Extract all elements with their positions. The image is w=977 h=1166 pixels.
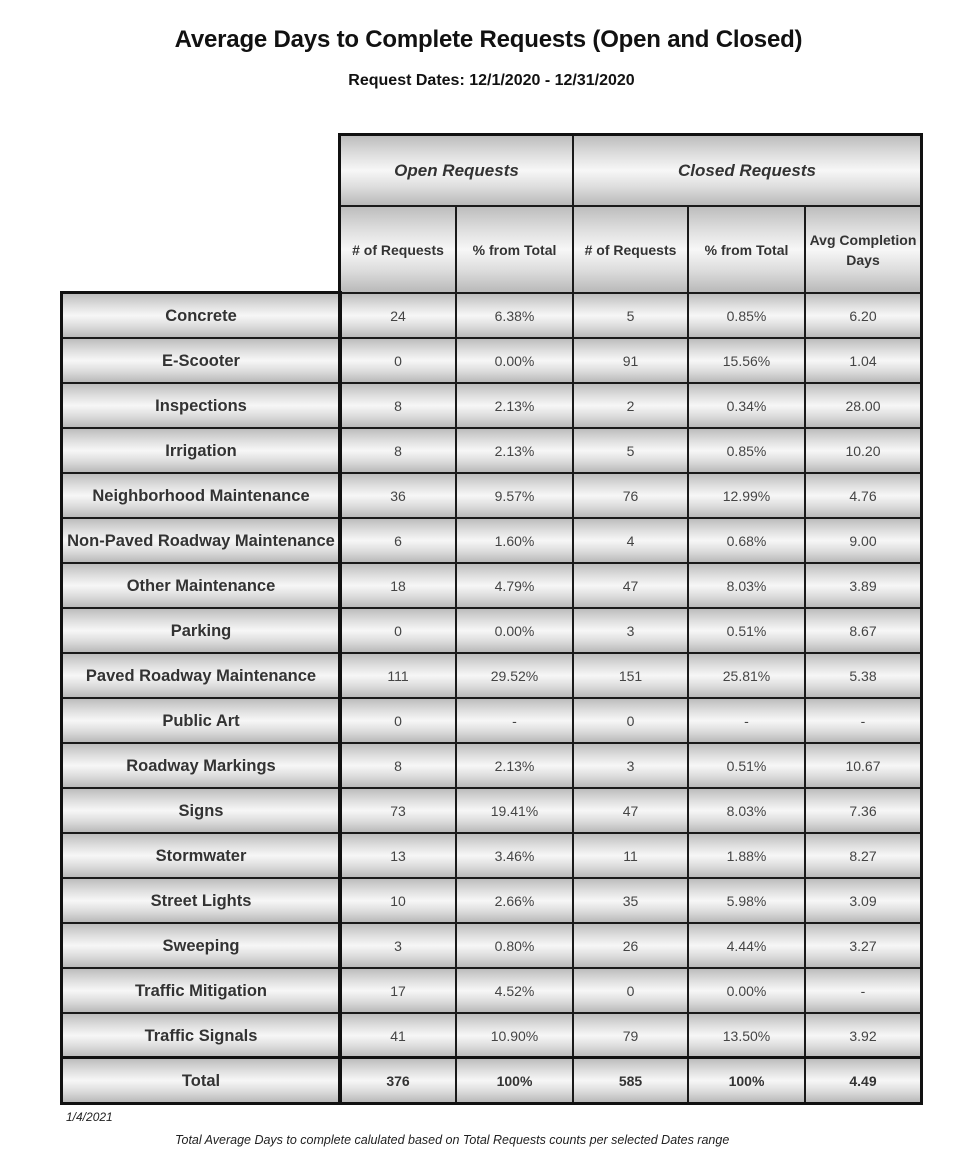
table-row-closed-count-text: 0 (626, 982, 635, 999)
table-row-category (62, 833, 340, 878)
table-row-open-count (340, 608, 456, 653)
table-row-open-count (340, 293, 456, 338)
table-row-open-count-text: 0 (394, 352, 402, 369)
table-row-category (62, 338, 340, 383)
header-closed-requests (573, 135, 921, 206)
table-row-closed-count (573, 653, 688, 698)
table-row-closed-pct (688, 608, 805, 653)
table-row-avg-days-text: 6.20 (849, 307, 877, 324)
header-avg-days-text: Avg Completion Days (809, 231, 917, 268)
table-row-open-count-text: 6 (394, 532, 402, 549)
table-row-open-pct (456, 968, 573, 1013)
table-row-closed-pct (688, 383, 805, 428)
table-row-closed-count (573, 608, 688, 653)
total-row-closed-count-text: 585 (618, 1072, 643, 1089)
header-open-pct (456, 206, 573, 293)
table-row-open-pct (456, 338, 573, 383)
table-row-avg-days (805, 878, 921, 923)
table-row-category (62, 1013, 340, 1058)
table-row-open-pct-text: 4.52% (494, 982, 535, 999)
table-row-open-pct-text: 2.13% (494, 757, 535, 774)
table-row-avg-days-text: 3.09 (849, 892, 877, 909)
table-row-closed-count-text: 91 (622, 352, 639, 369)
table-row-open-pct (456, 608, 573, 653)
table-row-closed-pct-text: 0.68% (726, 532, 767, 549)
header-open-count-text: # of Requests (352, 241, 444, 258)
table-row-closed-count (573, 878, 688, 923)
total-row-avg-days-text: 4.49 (849, 1072, 877, 1089)
table-row-closed-count-text: 47 (622, 577, 639, 594)
table-row-avg-days (805, 608, 921, 653)
table-row-closed-pct (688, 923, 805, 968)
table-row-closed-pct-text: 0.85% (726, 442, 767, 459)
table-row-avg-days-text: 4.76 (849, 487, 877, 504)
table-row-open-pct-text: 0.00% (494, 622, 535, 639)
table-row-avg-days (805, 338, 921, 383)
table-row-open-pct (456, 518, 573, 563)
table-row-closed-pct-text: - (744, 712, 749, 729)
table-row-category-text: Non-Paved Roadway Maintenance (67, 531, 335, 550)
table-row-category-text: Traffic Mitigation (135, 981, 267, 1000)
table-row-avg-days (805, 1013, 921, 1058)
table-row-category (62, 788, 340, 833)
table-row-avg-days (805, 563, 921, 608)
table-row-avg-days (805, 518, 921, 563)
table-row-avg-days-text: 3.89 (849, 577, 877, 594)
table-row-avg-days-text: - (860, 982, 866, 999)
table-row-category-text: Parking (170, 621, 232, 640)
table-row-closed-count-text: 3 (626, 622, 635, 639)
table-row-category-text: Concrete (165, 306, 237, 325)
table-row-open-count (340, 698, 456, 743)
table-row-closed-pct-text: 12.99% (722, 487, 771, 504)
table-row-closed-pct (688, 293, 805, 338)
table-row-open-pct-text: - (512, 712, 517, 729)
header-open-count (340, 206, 456, 293)
table-row-closed-count-text: 79 (622, 1027, 639, 1044)
table-row-closed-pct (688, 653, 805, 698)
table-row-open-count-text: 18 (390, 577, 406, 594)
table-row-avg-days (805, 968, 921, 1013)
table-row-open-count-text: 17 (390, 982, 406, 999)
table-row-closed-pct (688, 338, 805, 383)
table-row-open-pct (456, 653, 573, 698)
table-row-category (62, 383, 340, 428)
table-row-open-count-text: 73 (390, 802, 406, 819)
table-row-closed-count (573, 788, 688, 833)
table-row-open-count (340, 653, 456, 698)
table-row-category (62, 653, 340, 698)
table-row-open-pct (456, 923, 573, 968)
table-row-open-pct (456, 473, 573, 518)
table-row-category-text: Signs (178, 801, 224, 820)
report-date-range: Request Dates: 12/1/2020 - 12/31/2020 (348, 72, 635, 89)
table-row-avg-days (805, 428, 921, 473)
table-row-avg-days (805, 743, 921, 788)
table-row-category-text: Inspections (155, 396, 247, 415)
table-row-closed-pct (688, 518, 805, 563)
table-row-closed-count (573, 563, 688, 608)
header-open-requests-text: Open Requests (394, 160, 519, 180)
table-row-closed-pct-text: 8.03% (726, 577, 767, 594)
total-row-closed-pct-text: 100% (728, 1072, 765, 1089)
table-row-closed-pct (688, 473, 805, 518)
table-row-open-count (340, 923, 456, 968)
table-row-category (62, 563, 340, 608)
table-row-category-text: Irrigation (165, 441, 237, 460)
table-row-avg-days-text: - (860, 712, 866, 729)
table-row-avg-days (805, 293, 921, 338)
table-row-category (62, 518, 340, 563)
table-row-open-count (340, 743, 456, 788)
table-row-category-text: Neighborhood Maintenance (92, 486, 310, 505)
table-row-avg-days-text: 3.27 (849, 937, 877, 954)
table-row-category-text: Sweeping (162, 936, 240, 955)
table-row-closed-count-text: 76 (622, 487, 639, 504)
table-row-closed-count-text: 4 (626, 532, 635, 549)
table-row-open-pct-text: 0.80% (494, 937, 535, 954)
table-row-open-pct-text: 2.13% (494, 442, 535, 459)
table-row-closed-count-text: 5 (626, 442, 635, 459)
table-row-open-count (340, 968, 456, 1013)
header-closed-pct (688, 206, 805, 293)
table-row-open-count-text: 8 (394, 757, 402, 774)
table-row-category (62, 293, 340, 338)
table-row-closed-count (573, 518, 688, 563)
table-row-closed-pct-text: 0.51% (726, 622, 767, 639)
table-row-closed-pct-text: 8.03% (726, 802, 767, 819)
table-row-category-text: Paved Roadway Maintenance (85, 666, 317, 685)
table-row-closed-pct (688, 743, 805, 788)
report-date: 1/4/2021 (66, 1110, 113, 1124)
table-row-closed-count (573, 833, 688, 878)
table-row-open-pct (456, 563, 573, 608)
table-row-avg-days (805, 923, 921, 968)
table-row-avg-days-text: 8.67 (849, 622, 877, 639)
table-row-closed-count-text: 26 (622, 937, 639, 954)
table-row-open-count-text: 0 (394, 712, 402, 729)
table-row-open-pct (456, 698, 573, 743)
table-row-open-pct-text: 0.00% (494, 352, 535, 369)
table-row-closed-pct (688, 1013, 805, 1058)
header-open-pct-text: % from Total (472, 241, 557, 258)
table-row-closed-pct (688, 833, 805, 878)
table-row-closed-count (573, 428, 688, 473)
table-row-open-pct-text: 4.79% (494, 577, 535, 594)
table-row-open-pct (456, 788, 573, 833)
table-row-open-count (340, 788, 456, 833)
table-row-open-count-text: 8 (394, 397, 402, 414)
total-row-avg-days (805, 1058, 921, 1103)
table-row-avg-days-text: 5.38 (849, 667, 877, 684)
header-closed-count (573, 206, 688, 293)
table-row-category (62, 698, 340, 743)
header-closed-pct-text: % from Total (704, 241, 789, 258)
table-row-closed-pct (688, 788, 805, 833)
table-row-closed-count-text: 35 (622, 892, 639, 909)
table-row-closed-pct (688, 428, 805, 473)
table-row-closed-count (573, 338, 688, 383)
table-row-open-pct-text: 9.57% (494, 487, 535, 504)
table-row-closed-count (573, 968, 688, 1013)
table-row-closed-pct-text: 5.98% (726, 892, 767, 909)
table-row-open-count (340, 563, 456, 608)
table-row-closed-count (573, 473, 688, 518)
table-row-open-count (340, 473, 456, 518)
table-row-category-text: Public Art (162, 711, 240, 730)
table-row-open-count-text: 111 (387, 667, 409, 684)
report-title: Average Days to Complete Requests (Open and Closed) (174, 26, 803, 53)
table-row-avg-days-text: 1.04 (849, 352, 877, 369)
table-row-open-pct (456, 428, 573, 473)
table-row-category (62, 923, 340, 968)
table-row-closed-pct-text: 25.81% (722, 667, 771, 684)
table-row-category (62, 743, 340, 788)
total-row-closed-count (573, 1058, 688, 1103)
table-row-closed-pct-text: 0.34% (726, 397, 767, 414)
table-row-open-pct (456, 833, 573, 878)
table-row-avg-days (805, 653, 921, 698)
total-row-open-count-text: 376 (386, 1072, 410, 1089)
table-row-avg-days-text: 9.00 (849, 532, 877, 549)
table-row-avg-days-text: 3.92 (849, 1027, 877, 1044)
table-row-open-pct-text: 1.60% (494, 532, 535, 549)
table-row-category-text: Roadway Markings (126, 756, 276, 775)
table-row-open-pct (456, 878, 573, 923)
table-row-open-pct-text: 3.46% (494, 847, 535, 864)
total-row-category (62, 1058, 340, 1103)
table-row-avg-days (805, 383, 921, 428)
table-row-avg-days (805, 473, 921, 518)
total-row-closed-pct (688, 1058, 805, 1103)
table-row-open-pct-text: 6.38% (494, 307, 535, 324)
table-row-open-pct (456, 293, 573, 338)
table-row-open-pct-text: 19.41% (490, 802, 539, 819)
table-row-avg-days-text: 10.20 (845, 442, 881, 459)
table-row-category-text: E-Scooter (162, 351, 240, 370)
total-row-open-pct-text: 100% (496, 1072, 533, 1089)
table-row-closed-pct (688, 563, 805, 608)
table-row-open-count (340, 383, 456, 428)
table-row-closed-count-text: 151 (618, 667, 643, 684)
table-row-category-text: Stormwater (155, 846, 247, 865)
table-row-open-pct (456, 1013, 573, 1058)
table-row-open-pct (456, 383, 573, 428)
table-row-open-count-text: 41 (390, 1027, 406, 1044)
table-row-open-count-text: 3 (394, 937, 402, 954)
table-row-open-count (340, 518, 456, 563)
table-row-closed-pct-text: 0.51% (726, 757, 767, 774)
table-row-avg-days (805, 833, 921, 878)
table-row-open-count-text: 13 (390, 847, 406, 864)
table-row-closed-pct-text: 0.00% (726, 982, 767, 999)
table-row-avg-days-text: 7.36 (849, 802, 877, 819)
footer-note: Total Average Days to complete calulated based on Total Requests counts per selected Dates range (175, 1133, 730, 1147)
table-row-category (62, 473, 340, 518)
table-row-closed-pct (688, 698, 805, 743)
table-row-closed-count-text: 5 (626, 307, 635, 324)
table-row-closed-count-text: 47 (622, 802, 639, 819)
table-row-category-text: Other Maintenance (126, 576, 276, 595)
table-row-open-pct-text: 2.66% (494, 892, 535, 909)
header-closed-count-text: # of Requests (584, 241, 677, 258)
table-row-category-text: Street Lights (150, 891, 252, 910)
table-row-closed-pct-text: 1.88% (726, 847, 767, 864)
total-row-open-count (340, 1058, 456, 1103)
table-row-closed-pct (688, 878, 805, 923)
table-row-avg-days (805, 698, 921, 743)
table-row-open-count-text: 36 (390, 487, 406, 504)
table-row-category (62, 428, 340, 473)
table-row-closed-count-text: 2 (626, 397, 635, 414)
table-row-open-count (340, 878, 456, 923)
table-row-open-pct (456, 743, 573, 788)
table-row-open-count (340, 338, 456, 383)
table-row-closed-pct-text: 13.50% (722, 1027, 771, 1044)
table-row-closed-count (573, 923, 688, 968)
table-row-closed-count (573, 293, 688, 338)
table-row-closed-count (573, 383, 688, 428)
table-row-open-count-text: 8 (394, 442, 402, 459)
table-row-closed-pct-text: 0.85% (726, 307, 767, 324)
table-row-closed-count-text: 3 (626, 757, 635, 774)
table-row-open-count (340, 1013, 456, 1058)
table-row-closed-count (573, 743, 688, 788)
table-row-closed-count (573, 1013, 688, 1058)
table-row-category (62, 878, 340, 923)
table-row-avg-days-text: 8.27 (849, 847, 877, 864)
total-row-open-pct (456, 1058, 573, 1103)
table-row-open-count-text: 10 (390, 892, 406, 909)
table-row-category (62, 608, 340, 653)
table-row-open-count-text: 0 (394, 622, 402, 639)
header-avg-days (805, 206, 921, 293)
table-row-open-pct-text: 10.90% (490, 1027, 539, 1044)
table-row-closed-count (573, 698, 688, 743)
table-row-open-pct-text: 29.52% (490, 667, 539, 684)
table-row-open-count (340, 428, 456, 473)
table-row-open-pct-text: 2.13% (494, 397, 535, 414)
table-row-closed-pct (688, 968, 805, 1013)
table-row-closed-pct-text: 15.56% (722, 352, 771, 369)
table-row-avg-days-text: 10.67 (845, 757, 881, 774)
table-row-category (62, 968, 340, 1013)
total-row-category-text: Total (181, 1071, 221, 1090)
table-row-closed-count-text: 11 (623, 847, 638, 864)
header-closed-requests-text: Closed Requests (678, 160, 816, 180)
table-row-category-text: Traffic Signals (144, 1026, 258, 1045)
header-open-requests (340, 135, 573, 206)
table-row-open-count-text: 24 (390, 307, 406, 324)
table-row-closed-count-text: 0 (626, 712, 635, 729)
table-row-avg-days-text: 28.00 (845, 397, 881, 414)
table-row-open-count (340, 833, 456, 878)
table-row-closed-pct-text: 4.44% (726, 937, 767, 954)
table-row-avg-days (805, 788, 921, 833)
